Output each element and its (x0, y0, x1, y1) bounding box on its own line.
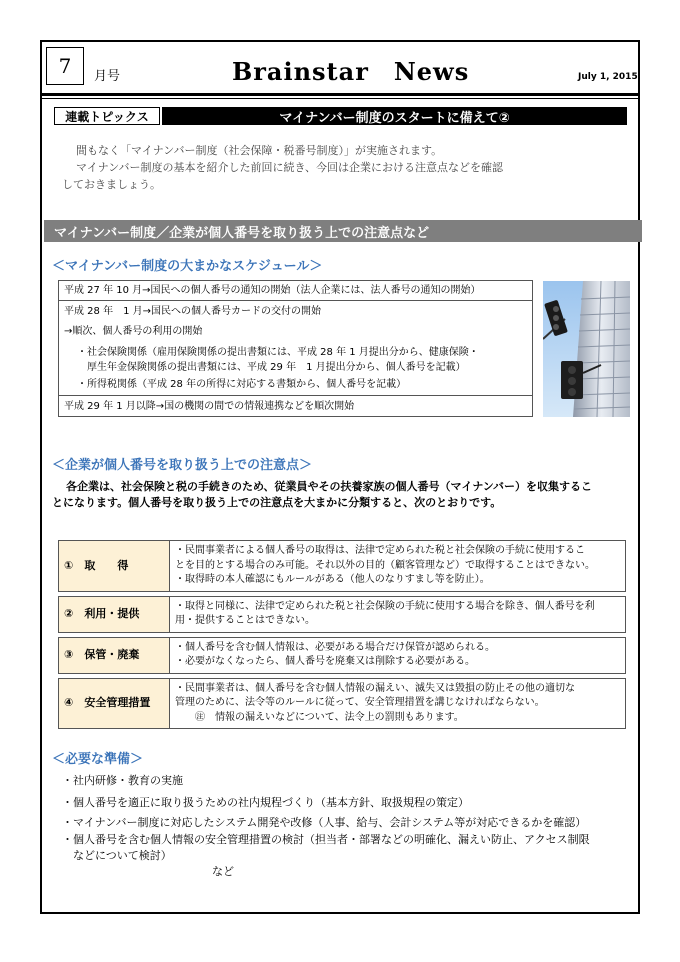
header-rule-thin (42, 98, 638, 99)
cautions-table (58, 540, 626, 729)
schedule-heading: ＜マイナンバー制度の大まかなスケジュール＞ (52, 259, 323, 274)
header-rule-thick (42, 93, 638, 96)
prep-etc: など (212, 865, 234, 878)
schedule-row-3 (59, 396, 532, 417)
table-key-security: ④ 安全管理措置 (59, 678, 170, 729)
table-desc-storage (170, 637, 626, 673)
table-line: 管理のために、法令等のルールに従って、安全管理措置を講じなければならない。 (175, 697, 545, 708)
series-label: 連載トピックス (54, 107, 160, 125)
prep-item-4-cont: などについて検討） (62, 849, 172, 862)
schedule-row-3-text: 平成 29 年 1 月以降→国の機関の間での情報連携などを順次開始 (64, 401, 355, 412)
table-desc-security (170, 678, 626, 729)
prep-item-2: ・個人番号を適正に取り扱うための社内規程づくり（基本方針、取扱規程の策定） (62, 796, 469, 809)
table-line: ・民間事業者による個人番号の取得は、法律で定められた税と社会保険の手続に使用するこ (175, 545, 585, 556)
schedule-row-2-line-5: ・所得税関係（平成 28 年の所得に対応する書類から、個人番号を記載） (77, 379, 407, 390)
table-key-acquire: ① 取 得 (59, 541, 170, 592)
table-row (59, 596, 626, 632)
table-line: ・必要がなくなったら、個人番号を廃棄又は削除する必要がある。 (175, 656, 475, 667)
building-traffic-light-photo (543, 281, 630, 417)
issue-suffix: 月号 (94, 69, 121, 84)
table-line: ・民間事業者は、個人番号を含む個人情報の漏えい、滅失又は毀損の防止その他の適切な (175, 682, 575, 694)
prep-item-3: ・マイナンバー制度に対応したシステム開発や改修（人事、給与、会計システム等が対応できるかを確認） (62, 816, 587, 829)
schedule-row-2-line-3: ・社会保険関係（雇用保険関係の提出書類には、平成 28 年 1 月提出分から、健康保険・ (77, 347, 479, 358)
schedule-row-2-line-1: 平成 28 年 1 月→国民への個人番号カードの交付の開始 (64, 306, 322, 317)
table-row (59, 637, 626, 673)
table-row (59, 678, 626, 729)
table-key-storage: ③ 保管・廃棄 (59, 637, 170, 673)
schedule-row-1 (59, 281, 532, 301)
issue-date: July 1, 2015 (578, 72, 638, 82)
series-title: マイナンバー制度のスタートに備えて② (162, 107, 627, 125)
preparation-heading: ＜必要な準備＞ (52, 752, 144, 767)
masthead-title: Brainstar News (232, 57, 470, 86)
cautions-paragraph-line-2: とになります。個人番号を取り扱う上での注意点を大まかに分類すると、次のとおりです。 (52, 496, 502, 509)
schedule-row-2-line-2: →順次、個人番号の利用の開始 (64, 326, 203, 337)
table-key-use: ② 利用・提供 (59, 596, 170, 632)
schedule-box (58, 280, 533, 417)
issue-month-box (46, 47, 84, 85)
schedule-row-1-text: 平成 27 年 10 月→国民への個人番号の通知の開始（法人企業には、法人番号の通知の開始） (64, 285, 481, 296)
intro-line-3: しておきましょう。 (62, 178, 161, 191)
table-line: 用・提供することはできない。 (175, 615, 315, 626)
cautions-paragraph-line-1: 各企業は、社会保険と税の手続きのため、従業員やその扶養家族の個人番号（マイナンバー）を収集するこ (66, 480, 593, 493)
intro-line-2: マイナンバー制度の基本を紹介した前回に続き、今回は企業における注意点などを確認 (76, 161, 504, 174)
intro-line-1: 間もなく「マイナンバー制度（社会保障・税番号制度）」が実施されます。 (76, 144, 443, 157)
prep-item-1: ・社内研修・教育の実施 (62, 774, 183, 787)
table-desc-use (170, 596, 626, 632)
schedule-row-2 (59, 301, 532, 396)
table-line: ・取得と同様に、法律で定められた税と社会保険の手続に使用する場合を除き、個人番号を利 (175, 600, 595, 612)
table-desc-acquire (170, 541, 626, 592)
table-line: ・取得時の本人確認にもルールがある（他人のなりすまし等を防止）。 (175, 574, 490, 585)
table-row (59, 541, 626, 592)
cautions-heading: ＜企業が個人番号を取り扱う上での注意点＞ (52, 458, 313, 473)
section-title-bar: マイナンバー制度／企業が個人番号を取り扱う上での注意点など (44, 220, 642, 242)
table-line: ㊟ 情報の漏えいなどについて、法令上の罰則もあります。 (175, 711, 464, 723)
table-line: とを目的とする場合のみ可能。それ以外の目的（顧客管理など）で取得することはできない。 (175, 559, 595, 571)
issue-month: 7 (58, 54, 72, 78)
schedule-row-2-line-4: 厚生年金保険関係の提出書類には、平成 29 年 1 月提出分から、個人番号を記載） (87, 362, 466, 373)
prep-item-4: ・個人番号を含む個人情報の安全管理措置の検討（担当者・部署などの明確化、漏えい防止、アクセス制限 (62, 833, 590, 846)
table-line: ・個人番号を含む個人情報は、必要がある場合だけ保管が認められる。 (175, 641, 495, 653)
